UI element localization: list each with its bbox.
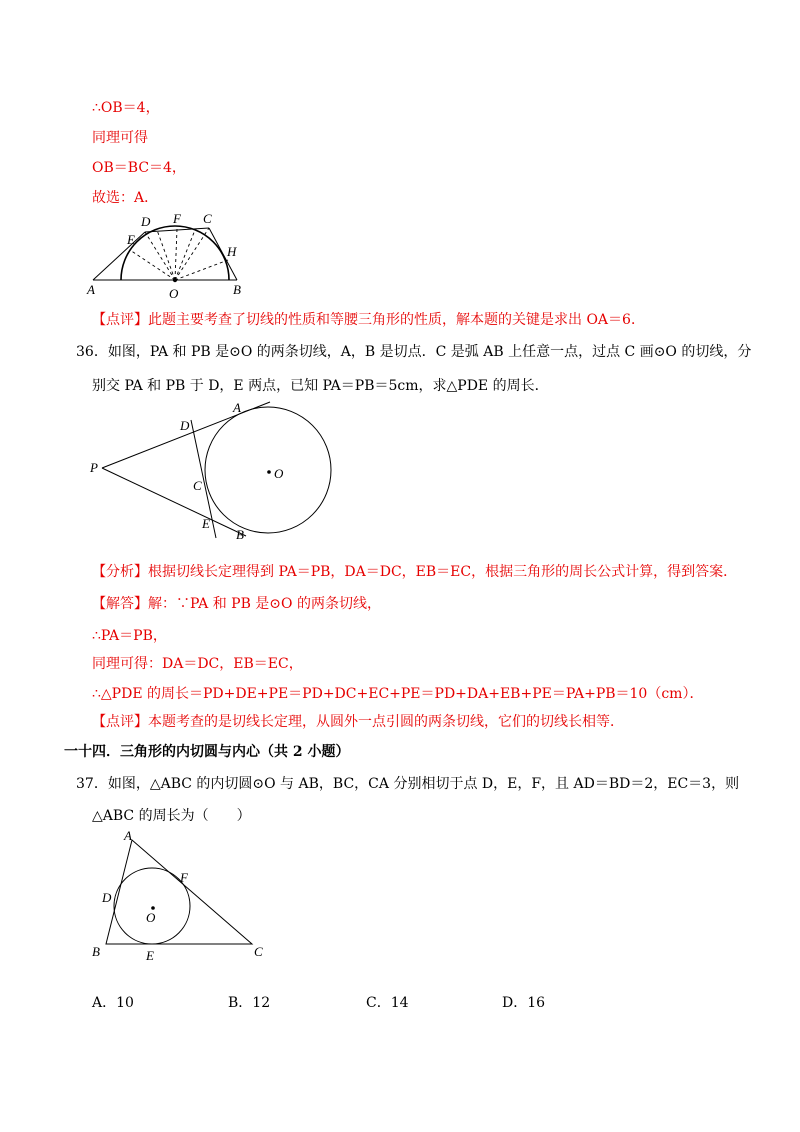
label-o: O	[169, 286, 179, 301]
label-d: D	[180, 418, 190, 433]
label-o: O	[274, 466, 284, 481]
label-d: D	[141, 214, 151, 229]
label-o: O	[146, 910, 156, 925]
solution-line: 【解答】解：∵PA 和 PB 是⊙O 的两条切线，	[92, 596, 381, 612]
analysis-line: 【分析】根据切线长定理得到 PA＝PB，DA＝DC，EB＝EC，根据三角形的周长公式计算，得到答案．	[92, 564, 738, 580]
label-d: D	[102, 890, 112, 905]
label-f: F	[180, 870, 188, 885]
solution-line: 同理可得：DA＝DC，EB＝EC，	[92, 656, 303, 672]
label-e: E	[202, 516, 210, 531]
figure-semicircle-trapezoid	[85, 208, 255, 304]
label-b: B	[92, 944, 100, 959]
solution-line: ∴OB＝4，	[92, 100, 160, 116]
label-e: E	[127, 232, 135, 247]
label-a: A	[124, 828, 132, 843]
question-36-line1: 36．如图，PA 和 PB 是⊙O 的两条切线，A，B 是切点．C 是弧 AB 上任意一点，过点 C 画⊙O 的切线，分	[76, 344, 752, 360]
figure-tangents-circle	[86, 398, 346, 548]
label-a: A	[233, 400, 241, 415]
comment-line: 【点评】本题考查的是切线长定理，从圆外一点引圆的两条切线，它们的切线长相等．	[92, 714, 624, 730]
solution-line: ∴PA＝PB，	[92, 628, 167, 644]
label-c: C	[254, 944, 263, 959]
option-d: D．16	[502, 995, 546, 1011]
label-c: C	[203, 211, 212, 226]
question-37-line2: △ABC 的周长为（ ）	[92, 808, 251, 824]
comment-line: 【点评】此题主要考查了切线的性质和等腰三角形的性质，解本题的关键是求出 OA＝6．	[92, 312, 645, 328]
label-a: A	[87, 282, 95, 297]
option-c: C．14	[366, 995, 409, 1011]
solution-line: OB＝BC＝4，	[92, 160, 186, 176]
label-f: F	[173, 211, 181, 226]
solution-line: 同理可得	[92, 130, 148, 146]
option-b: B．12	[228, 995, 271, 1011]
label-b: B	[233, 282, 241, 297]
label-h: H	[227, 244, 237, 259]
question-36-line2: 别交 PA 和 PB 于 D，E 两点，已知 PA＝PB＝5cm，求△PDE 的周长．	[92, 378, 549, 394]
solution-line: 故选：A．	[92, 190, 159, 206]
label-c: C	[193, 478, 202, 493]
question-37-line1: 37．如图，△ABC 的内切圆⊙O 与 AB，BC，CA 分别相切于点 D，E，F，且 AD＝BD＝2，EC＝3，则	[76, 776, 740, 792]
label-p: P	[90, 460, 98, 475]
label-b: B	[236, 527, 244, 542]
label-e: E	[146, 948, 154, 963]
option-a: A．10	[92, 995, 134, 1011]
solution-line: ∴△PDE 的周长＝PD+DE+PE＝PD+DC+EC+PE＝PD+DA+EB+PE＝PA+PB＝10（cm）．	[92, 686, 704, 702]
section-heading: 一十四．三角形的内切圆与内心（共 2 小题）	[64, 744, 350, 760]
figure-incircle-triangle	[86, 826, 276, 966]
